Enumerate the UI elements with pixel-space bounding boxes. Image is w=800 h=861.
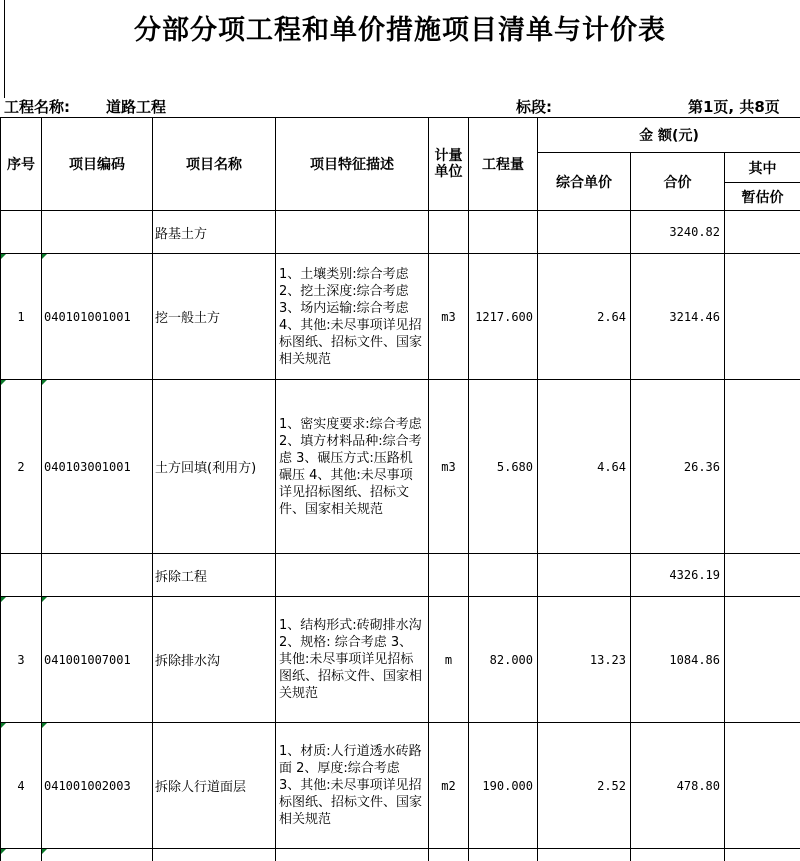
header-code: 项目编码 [42, 118, 153, 211]
item-name: 挖一般土方 [153, 254, 276, 380]
header-unit-price: 综合单价 [538, 153, 631, 211]
item-name: 拆除人行道面层 [153, 723, 276, 849]
table-row [1, 554, 800, 597]
total-cell: 4326.19 [631, 554, 725, 597]
item-name: 拆除排水沟 [153, 597, 276, 723]
left-rule [4, 0, 5, 98]
table-row [1, 380, 800, 554]
seq-cell: 4 [1, 723, 42, 849]
section-label: 标段: [516, 96, 552, 117]
desc-cell: 1、材质:人行道透水砖路面 2、厚度:综合考虑 3、其他:未尽事项详见招标图纸、招标文件、国家相关规范 [276, 723, 429, 849]
qty-cell: 1217.600 [469, 254, 538, 380]
unit-price-cell: 13.23 [538, 597, 631, 723]
code-cell: 040101001001 [42, 254, 153, 380]
header-total: 合价 [631, 153, 725, 211]
item-name: 路基土方 [153, 211, 276, 254]
header-seq: 序号 [1, 118, 42, 211]
header-of-which: 其中 [725, 153, 800, 183]
project-label: 工程名称: [4, 96, 70, 117]
total-cell: 1084.86 [631, 597, 725, 723]
header-provisional: 暂估价 [725, 183, 800, 211]
code-cell: 041001002003 [42, 723, 153, 849]
unit-price-cell: 2.64 [538, 254, 631, 380]
unit-price-cell: 2.52 [538, 723, 631, 849]
total-cell: 3214.46 [631, 254, 725, 380]
desc-cell: 1、土壤类别:综合考虑 2、挖土深度:综合考虑 3、场内运输:综合考虑 4、其他:未尽事项详见招标图纸、招标文件、国家相关规范 [276, 254, 429, 380]
header-desc: 项目特征描述 [276, 118, 429, 211]
header-amount: 金 额(元) [538, 118, 800, 153]
header-unit: 计量单位 [429, 118, 469, 211]
unit-cell: m3 [429, 380, 469, 554]
table-row [1, 597, 800, 723]
pricing-table [0, 117, 800, 861]
qty-cell: 190.000 [469, 723, 538, 849]
table-row [1, 254, 800, 380]
unit-cell: m3 [429, 254, 469, 380]
unit-cell: m [429, 597, 469, 723]
page-title: 分部分项工程和单价措施项目清单与计价表 [0, 8, 800, 47]
table-row-partial [1, 849, 800, 861]
code-cell: 041001007001 [42, 597, 153, 723]
qty-cell: 5.680 [469, 380, 538, 554]
header-qty: 工程量 [469, 118, 538, 211]
table-row [1, 211, 800, 254]
unit-cell: m2 [429, 723, 469, 849]
header-name: 项目名称 [153, 118, 276, 211]
seq-cell: 3 [1, 597, 42, 723]
table-row [1, 723, 800, 849]
desc-cell: 1、结构形式:砖砌排水沟 2、规格: 综合考虑 3、其他:未尽事项详见招标图纸、招标文件、国家相关规范 [276, 597, 429, 723]
seq-cell: 1 [1, 254, 42, 380]
qty-cell: 82.000 [469, 597, 538, 723]
page-info: 第1页, 共8页 [688, 96, 780, 117]
desc-cell: 1、密实度要求:综合考虑 2、填方材料品种:综合考虑 3、碾压方式:压路机碾压 4、其他:未尽事项详见招标图纸、招标文件、国家相关规范 [276, 380, 429, 554]
total-cell: 478.80 [631, 723, 725, 849]
unit-price-cell: 4.64 [538, 380, 631, 554]
code-cell: 040103001001 [42, 380, 153, 554]
item-name: 土方回填(利用方) [153, 380, 276, 554]
project-name: 道路工程 [106, 96, 166, 117]
seq-cell: 2 [1, 380, 42, 554]
total-cell: 3240.82 [631, 211, 725, 254]
total-cell: 26.36 [631, 380, 725, 554]
item-name: 拆除工程 [153, 554, 276, 597]
